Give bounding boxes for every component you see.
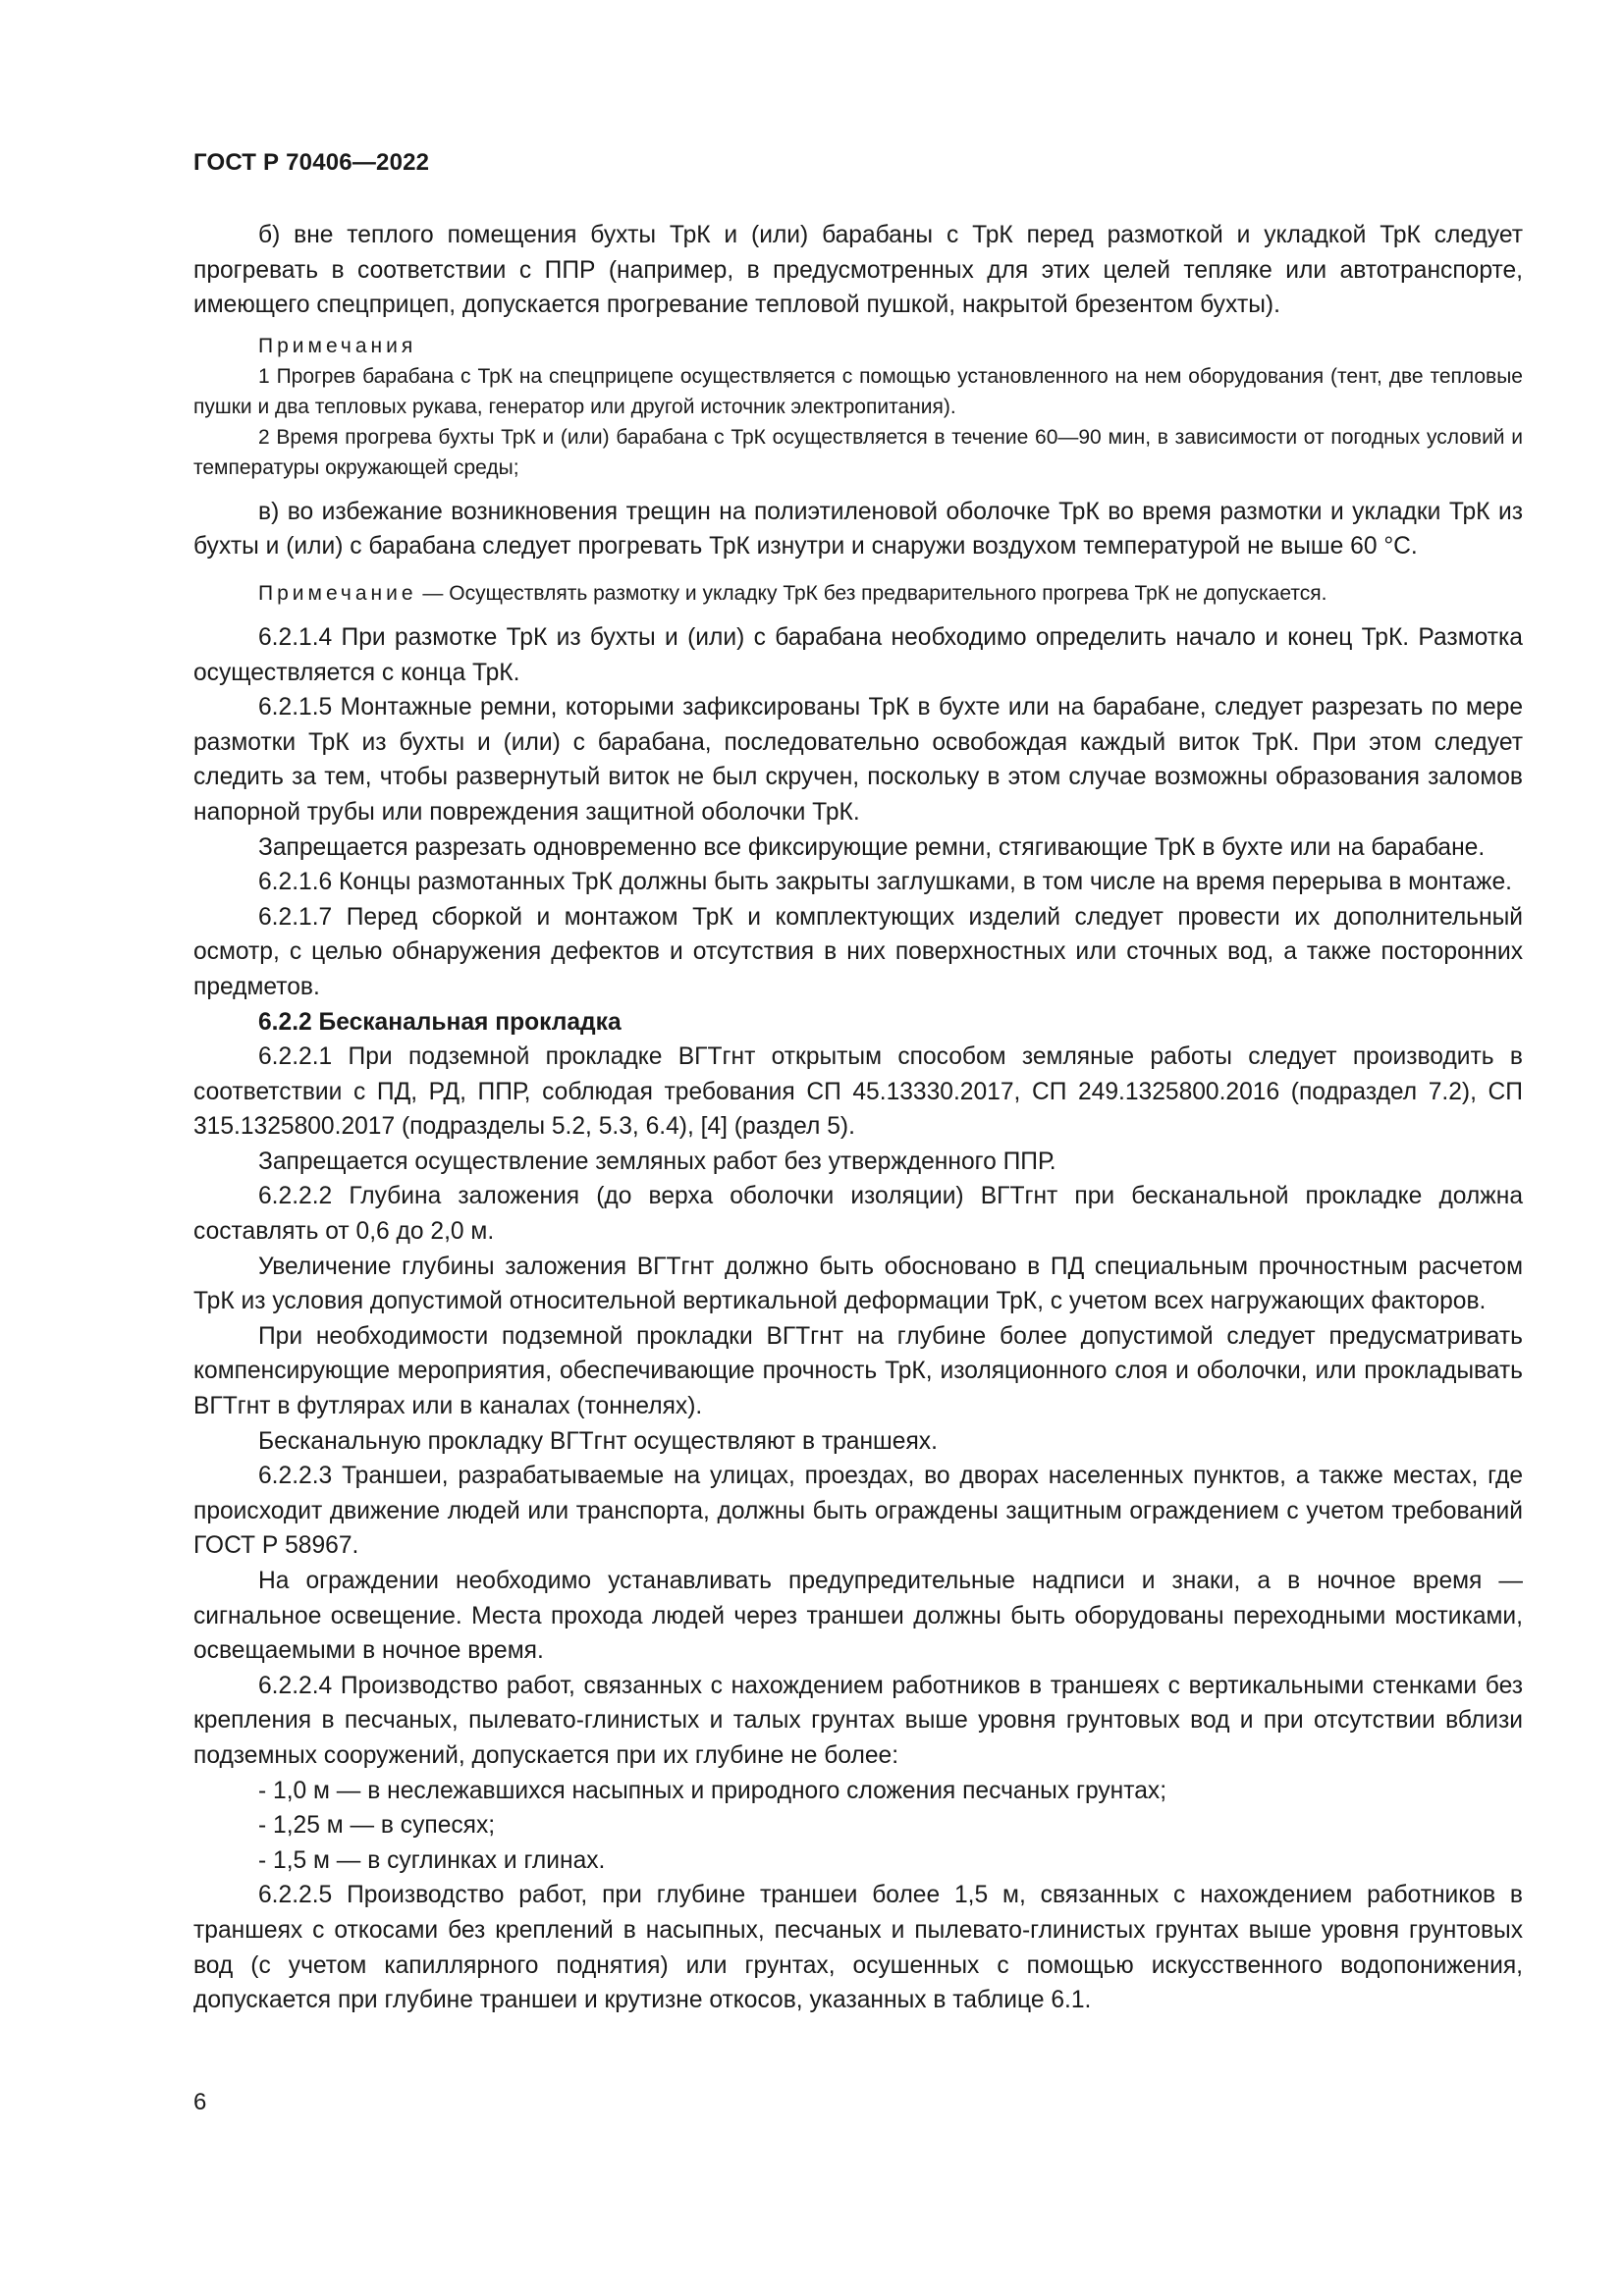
paragraph-6-2-1-6: 6.2.1.6 Концы размотанных ТрК должны быть закрыты заглушками, в том числе на время перерыва в монтаже. <box>258 869 1512 896</box>
paragraph-v: в) во избежание возникновения трещин на полиэтиленовой оболочке ТрК во время размотки и укладки ТрК из бухты и (или) с барабана следует прогревать ТрК изнутри и снаружи воздухом температурой не выше 60 °С. <box>193 498 1523 561</box>
paragraph-6-2-2-3-b: На ограждении необходимо устанавливать предупредительные надписи и знаки, а в ночное время — сигнальное освещение. Места прохода людей через траншеи должны быть оборудованы переходными мостиками, освещаемыми в ночное время. <box>193 1568 1523 1665</box>
note-1: 1 Прогрев барабана с ТрК на спецприцепе осуществляется с помощью установленного на нем оборудования (тент, две тепловые пушки и два тепловых рукава, генератор или другой источник электропитания). <box>193 364 1523 418</box>
single-note-block <box>193 578 1523 609</box>
document-body <box>193 218 1523 2018</box>
paragraph-6-2-1-5: 6.2.1.5 Монтажные ремни, которыми зафиксированы ТрК в бухте или на барабане, следует разрезать по мере размотки ТрК из бухты и (или) с барабана, последовательно освобождая каждый виток ТрК. При этом следует следить за тем, чтобы развернутый виток не был скручен, поскольку в этом случае возможны образования заломов напорной трубы или повреждения защитной оболочки ТрК. <box>193 694 1523 826</box>
notes-block <box>193 331 1523 483</box>
notes-title: Примечания <box>258 334 417 357</box>
note-2: 2 Время прогрева бухты ТрК и (или) барабана с ТрК осуществляется в течение 60—90 мин, в зависимости от погодных условий и температуры окружающей среды; <box>193 425 1523 479</box>
paragraph-6-2-2-2-c: При необходимости подземной прокладки ВГТгнт на глубине более допустимой следует предусматривать компенсирующие мероприятия, обеспечивающие прочность ТрК, изоляционного слоя и оболочки, или прокладывать ВГТгнт в футлярах или в каналах (тоннелях). <box>193 1322 1523 1420</box>
paragraph-6-2-1-5-b: Запрещается разрезать одновременно все фиксирующие ремни, стягивающие ТрК в бухте или на барабане. <box>258 833 1486 861</box>
paragraph-6-2-2-4: 6.2.2.4 Производство работ, связанных с нахождением работников в траншеях с вертикальными стенками без крепления в песчаных, пылевато-глинистых и талых грунтах выше уровня грунтовых вод и при отсутствии вблизи подземных сооружений, допускается при их глубине не более: <box>193 1672 1523 1769</box>
paragraph-6-2-2-2-b: Увеличение глубины заложения ВГТгнт должно быть обосновано в ПД специальным прочностным расчетом ТрК из условия допустимой относительной вертикальной деформации ТрК, с учетом всех нагружающих факторов. <box>193 1253 1523 1315</box>
paragraph-6-2-2-2-d: Бесканальную прокладку ВГТгнт осуществляют в траншеях. <box>258 1427 938 1455</box>
page-number: 6 <box>193 2089 207 2115</box>
single-note-label: Примечание <box>258 581 417 605</box>
document-header: ГОСТ Р 70406—2022 <box>193 149 430 176</box>
single-note <box>193 578 1523 609</box>
paragraph-6-2-2-5: 6.2.2.5 Производство работ, при глубине траншеи более 1,5 м, связанных с нахождением работников в траншеях с откосами без креплений в насыпных, песчаных и пылевато-глинистых грунтах выше уровня грунтовых вод (с учетом капиллярного поднятия) или грунтах, осушенных с помощью искусственного водопонижения, допускается при глубине траншеи и крутизне откосов, указанных в таблице 6.1. <box>193 1882 1523 2014</box>
single-note-text: — Осуществлять размотку и укладку ТрК без предварительного прогрева ТрК не допускается. <box>416 581 1327 605</box>
paragraph-6-2-1-7: 6.2.1.7 Перед сборкой и монтажом ТрК и комплектующих изделий следует провести их дополнительный осмотр, с целью обнаружения дефектов и отсутствия в них поверхностных или сточных вод, а также посторонних предметов. <box>193 903 1523 1000</box>
paragraph-6-2-1-4: 6.2.1.4 При размотке ТрК из бухты и (или) с барабана необходимо определить начало и конец ТрК. Размотка осуществляется с конца ТрК. <box>193 623 1523 686</box>
list-item: - 1,5 м — в суглинках и глинах. <box>258 1846 606 1874</box>
paragraph-b: б) вне теплого помещения бухты ТрК и (или) барабаны с ТрК перед размоткой и укладкой ТрК следует прогревать в соответствии с ППР (например, в предусмотренных для этих целей тепляке или автотранспорте, имеющего спецприцеп, допускается прогревание тепловой пушкой, накрытой брезентом бухты). <box>193 222 1523 319</box>
paragraph-6-2-2-2: 6.2.2.2 Глубина заложения (до верха оболочки изоляции) ВГТгнт при бесканальной прокладке должна составлять от 0,6 до 2,0 м. <box>193 1183 1523 1246</box>
paragraph-6-2-2-1-b: Запрещается осуществление земляных работ без утвержденного ППР. <box>258 1148 1056 1175</box>
paragraph-6-2-2-1: 6.2.2.1 При подземной прокладке ВГТгнт открытым способом земляные работы следует производить в соответствии с ПД, РД, ППР, соблюдая требования СП 45.13330.2017, СП 249.1325800.2016 (подраздел 7.2), СП 315.1325800.2017 (подразделы 5.2, 5.3, 6.4), [4] (раздел 5). <box>193 1043 1523 1141</box>
paragraph-6-2-2-3: 6.2.2.3 Траншеи, разрабатываемые на улицах, проездах, во дворах населенных пунктов, а также местах, где происходит движение людей или транспорта, должны быть ограждены защитным ограждением с учетом требований ГОСТ Р 58967. <box>193 1463 1523 1560</box>
list-item: - 1,0 м — в неслежавшихся насыпных и природного сложения песчаных грунтах; <box>258 1777 1167 1804</box>
section-heading-6-2-2: 6.2.2 Бесканальная прокладка <box>258 1008 622 1036</box>
list-item: - 1,25 м — в супесях; <box>258 1812 496 1840</box>
